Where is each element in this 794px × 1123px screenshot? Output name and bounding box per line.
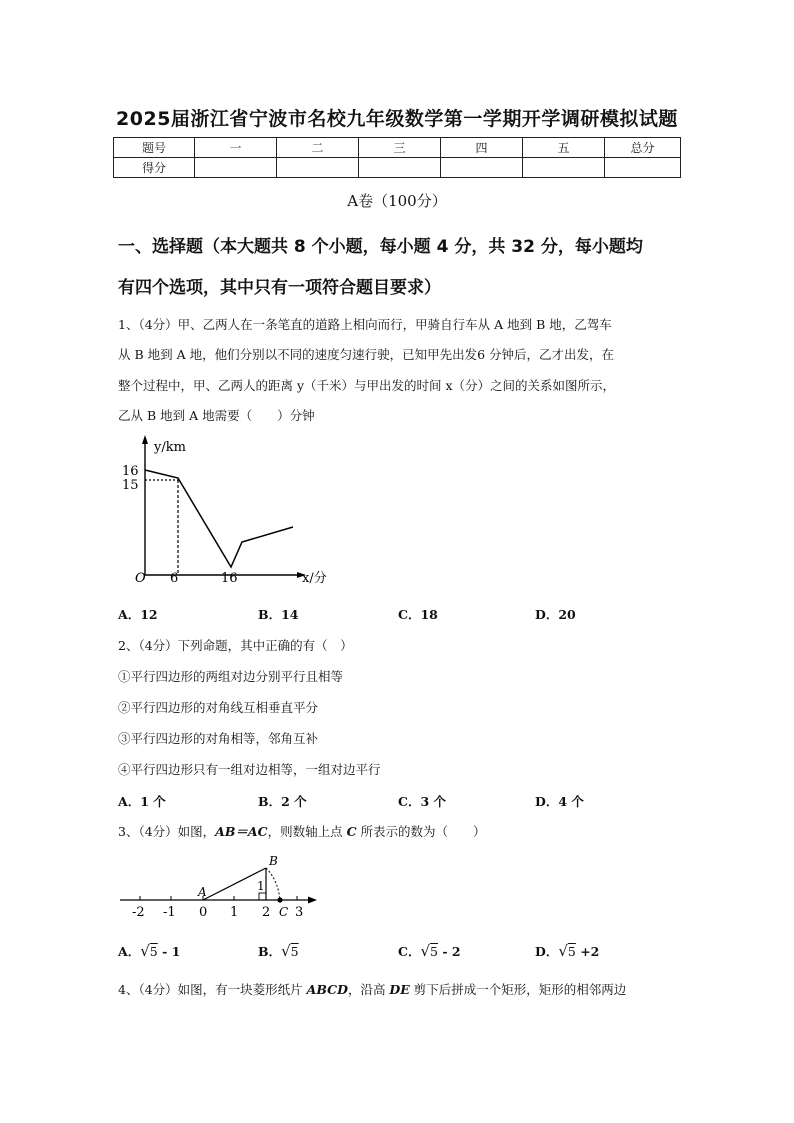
score-header-cell: 一 xyxy=(195,138,277,158)
point-b-label: B xyxy=(269,854,278,868)
x-tick-6: 6 xyxy=(170,571,179,586)
sqrt-icon: √ xyxy=(140,942,150,960)
option-tail: - 2 xyxy=(437,944,461,959)
q3-stem-math: AB＝AC xyxy=(215,824,268,839)
score-header-cell: 二 xyxy=(277,138,359,158)
tick-label: 0 xyxy=(199,905,208,920)
section-heading-line1: 一、选择题（本大题共 8 个小题，每小题 4 分，共 32 分，每小题均 xyxy=(118,237,643,257)
q2-statement: ②平行四边形的对角线互相垂直平分 xyxy=(118,700,319,715)
option-letter: A． xyxy=(118,944,141,959)
q2-option-b: B．2 个 xyxy=(258,794,307,809)
q2-option-d: D．4 个 xyxy=(535,794,584,809)
radicand: 5 xyxy=(430,944,438,959)
point-a-label: A xyxy=(198,885,207,899)
q1-stem-line: 乙从 B 地到 A 地需要（ ）分钟 xyxy=(118,408,315,423)
q1-stem-line: 1、（4分）甲、乙两人在一条笔直的道路上相向而行，甲骑自行车从 A 地到 B 地，乙驾车 xyxy=(118,317,612,332)
distance-curve xyxy=(145,470,293,567)
score-header-cell: 四 xyxy=(441,138,523,158)
q4-stem-mid: ，沿高 xyxy=(347,982,390,997)
score-input-cell xyxy=(523,158,605,178)
q2-statement: ③平行四边形的对角相等，邻角互补 xyxy=(118,731,319,746)
q4-stem-math1: ABCD xyxy=(306,982,348,997)
q1-stem-line: 整个过程中，甲、乙两人的距离 y（千米）与甲出发的时间 x（分）之间的关系如图所示， xyxy=(118,378,616,393)
score-input-cell xyxy=(359,158,441,178)
score-input-cell xyxy=(441,158,523,178)
origin-label: O xyxy=(135,571,146,586)
q4-stem-math2: DE xyxy=(389,982,410,997)
score-header-cell: 五 xyxy=(523,138,605,158)
y-axis-arrow xyxy=(142,435,148,444)
score-row-label: 得分 xyxy=(114,158,195,178)
score-table xyxy=(113,137,681,178)
score-table-score-row xyxy=(114,158,681,178)
y-axis-label: y/km xyxy=(154,440,186,455)
q2-stem: 2、（4分）下列命题，其中正确的有（ ） xyxy=(118,638,353,653)
side-length-label: 1 xyxy=(257,879,265,893)
tick-label: -2 xyxy=(132,905,145,920)
x-axis-label: x/分 xyxy=(302,571,327,586)
compass-arc xyxy=(266,868,280,900)
number-line-arrow xyxy=(308,897,317,904)
q1-stem-line: 从 B 地到 A 地，他们分别以不同的速度匀速行驶，已知甲先出发6 分钟后，乙才出发，在 xyxy=(118,347,615,362)
q1-distance-time-graph xyxy=(116,432,346,592)
section-heading-line2: 有四个选项，其中只有一项符合题目要求） xyxy=(118,278,441,298)
x-tick-16: 16 xyxy=(221,571,238,586)
tick-label: 1 xyxy=(230,905,239,920)
volume-heading: A卷（100分） xyxy=(347,192,447,210)
q3-number-line-figure xyxy=(116,850,326,922)
option-tail: +2 xyxy=(575,944,600,959)
option-tail: - 1 xyxy=(157,944,181,959)
page-title: 2025届浙江省宁波市名校九年级数学第一学期开学调研模拟试题 xyxy=(116,108,678,130)
radicand: 5 xyxy=(290,944,299,959)
q3-option-b xyxy=(258,942,299,960)
point-c-label: C xyxy=(279,905,289,919)
q3-option-d xyxy=(535,942,599,960)
q4-stem-suffix: 剪下后拼成一个矩形，矩形的相邻两边 xyxy=(409,982,627,997)
q1-option-d: D．20 xyxy=(535,607,576,622)
q3-stem-suffix: 所表示的数为（ ） xyxy=(356,824,486,839)
option-letter: D． xyxy=(535,944,559,959)
q1-option-c: C．18 xyxy=(398,607,438,622)
tick-label: -1 xyxy=(163,905,176,920)
score-input-cell xyxy=(195,158,277,178)
sqrt-icon: √ xyxy=(281,942,291,960)
y-tick-16: 16 xyxy=(122,464,139,479)
sqrt-icon: √ xyxy=(420,942,431,960)
sqrt-icon: √ xyxy=(558,942,568,960)
q3-stem xyxy=(118,822,688,840)
score-header-cell: 题号 xyxy=(114,138,195,158)
y-tick-15: 15 xyxy=(122,478,139,493)
q3-option-a xyxy=(118,942,180,960)
score-input-cell xyxy=(605,158,681,178)
tick-label: 2 xyxy=(262,905,271,920)
option-letter: C． xyxy=(398,944,421,959)
right-angle-mark xyxy=(259,893,266,900)
radicand: 5 xyxy=(149,944,158,959)
q3-stem-mid: ，则数轴上点 xyxy=(267,824,347,839)
q1-option-a: A．12 xyxy=(118,607,158,622)
score-table-header-row xyxy=(114,138,681,158)
q3-stem-prefix: 3、（4分）如图， xyxy=(118,824,216,839)
q2-statement: ①平行四边形的两组对边分别平行且相等 xyxy=(118,669,344,684)
option-letter: B． xyxy=(258,944,282,959)
q1-option-b: B．14 xyxy=(258,607,299,622)
q3-option-c xyxy=(398,942,461,960)
score-header-cell: 三 xyxy=(359,138,441,158)
q4-stem xyxy=(118,980,688,998)
score-header-cell: 总分 xyxy=(605,138,681,158)
radicand: 5 xyxy=(567,944,576,959)
tick-label: 3 xyxy=(295,905,304,920)
q2-option-a: A．1 个 xyxy=(118,794,166,809)
score-input-cell xyxy=(277,158,359,178)
point-c-dot xyxy=(277,897,282,902)
q2-option-c: C．3 个 xyxy=(398,794,446,809)
q2-statement: ④平行四边形只有一组对边相等，一组对边平行 xyxy=(118,762,381,777)
q4-stem-prefix: 4、（4分）如图，有一块菱形纸片 xyxy=(118,982,307,997)
q3-stem-point: C xyxy=(346,824,357,839)
